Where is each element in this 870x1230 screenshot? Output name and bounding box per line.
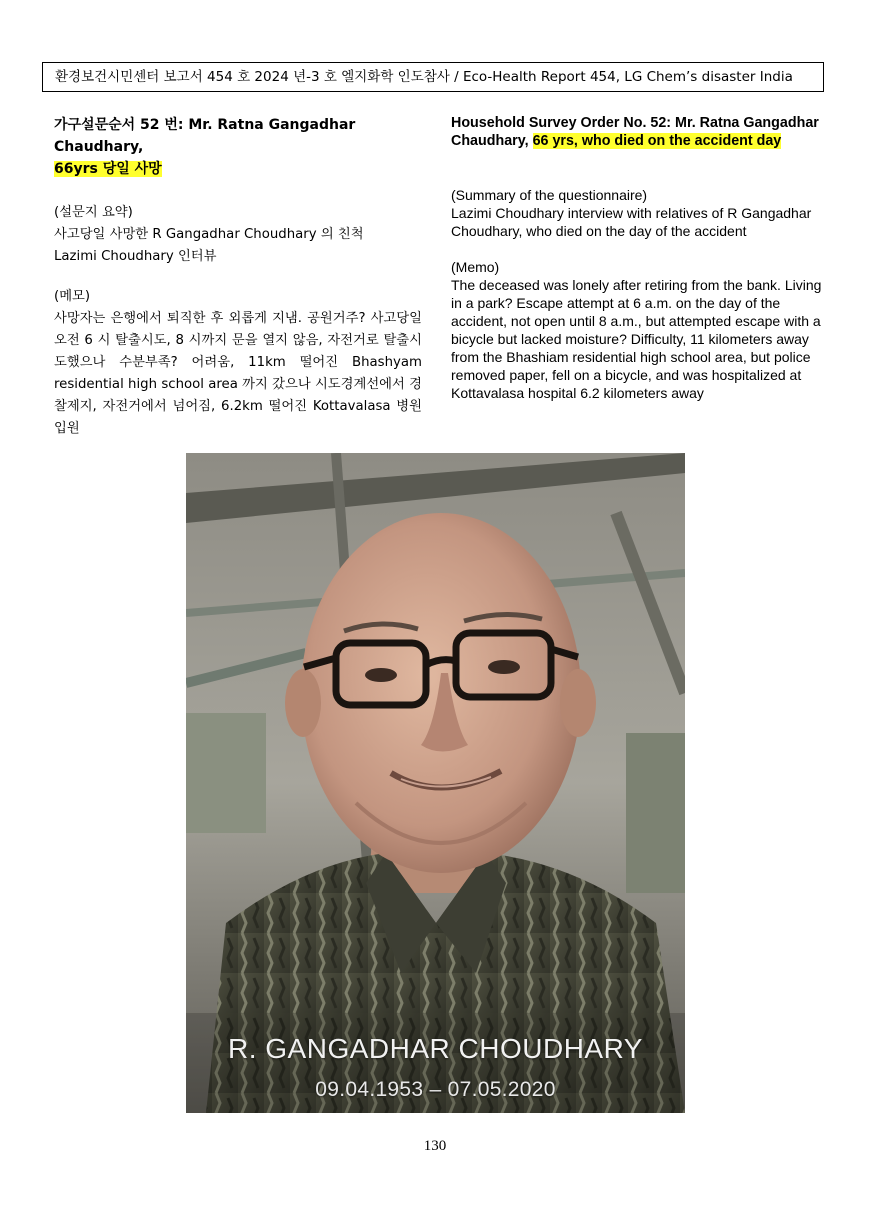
korean-column (54, 114, 422, 440)
korean-memo-heading: (메모) (54, 289, 91, 304)
english-title (451, 114, 823, 150)
portrait-illustration (186, 453, 685, 1113)
korean-title-highlight: 66yrs 당일 사망 (54, 161, 162, 177)
english-memo-heading: (Memo) (451, 259, 500, 275)
running-header (42, 62, 824, 92)
page-number: 130 (423, 1138, 447, 1154)
korean-memo-text: 사망자는 은행에서 퇴직한 후 외롭게 지냄. 공원거주? 사고당일 오전 6 시 탈출시도, 8 시까지 문을 열지 않음, 자전거로 탈출시도했으나 수분부족? 어려움, 11km 떨어진 Bhashyam residential high school area 까지 갔으나 시도경계선에서 경찰제지, 자전거에서 넘어짐, 6.2km 떨어진 Kottavalasa 병원입원 (54, 311, 422, 436)
korean-summary-line1: 사고당일 사망한 R Gangadhar Choudhary 의 친척 (54, 227, 364, 242)
running-title: 환경보건시민센터 보고서 454 호 2024 년-3 호 엘지화학 인도참사 / Eco-Health Report 454, LG Chem’s disaster India (55, 69, 793, 85)
english-column (451, 114, 823, 402)
english-title-highlight: 66 yrs, who died on the accident day (532, 133, 782, 149)
korean-summary-line2: Lazimi Choudhary 인터뷰 (54, 249, 217, 264)
korean-title (54, 114, 422, 180)
korean-title-prefix: 가구설문순서 52 번: Mr. Ratna Gangadhar Chaudhary, (54, 117, 356, 155)
photo-caption-dates: 09.04.1953 – 07.05.2020 (315, 1078, 556, 1101)
english-summary-text: Lazimi Choudhary interview with relatives of R Gangadhar Choudhary, who died on the day of the accident (451, 205, 812, 239)
english-memo-text: The deceased was lonely after retiring from the bank. Living in a park? Escape attempt at 6 a.m. on the day of the accident, not open until 8 a.m., but attempted escape with a bicycle but lacked moisture? Difficulty, 11 kilometers away from the Bhashiam residential high school area, but police removed paper, fell on a bicycle, and was hospitalized at Kottavalasa hospital 6.2 kilometers away (451, 277, 822, 401)
english-summary-heading: (Summary of the questionnaire) (451, 187, 648, 203)
portrait-photo (186, 453, 685, 1113)
korean-summary-heading: (설문지 요약) (54, 205, 133, 220)
english-title-prefix: Household Survey Order No. 52: Mr. Ratna Gangadhar Chaudhary, (451, 115, 819, 149)
photo-caption-name: R. GANGADHAR CHOUDHARY (228, 1033, 643, 1064)
